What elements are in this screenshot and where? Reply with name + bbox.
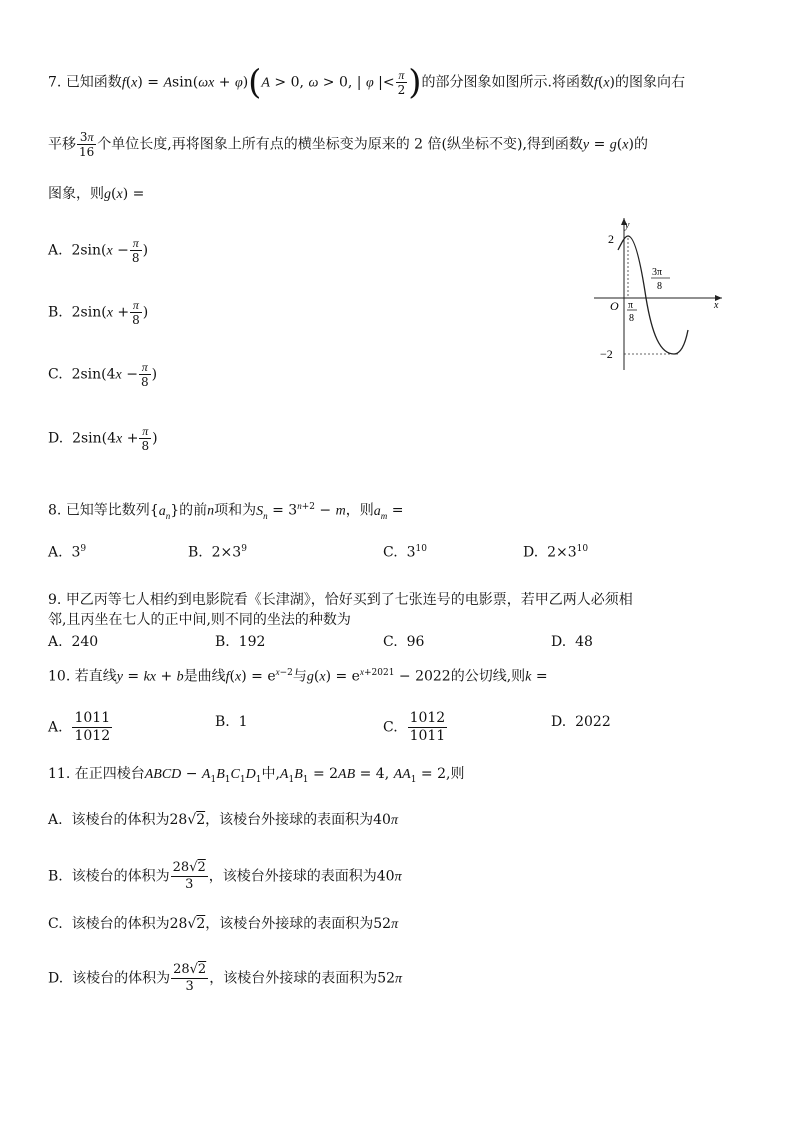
- x-tick-pi8-num: π: [628, 300, 634, 311]
- q7-text-d: 平移: [48, 136, 76, 153]
- q10-option-d[interactable]: [551, 710, 611, 734]
- q7-number: 7.: [48, 74, 62, 91]
- sine-curve: [618, 236, 688, 354]
- y-max-label: 2: [608, 232, 614, 246]
- option-label: B.: [215, 714, 230, 730]
- q8-text-c: 项和为: [214, 502, 257, 519]
- option-value: 2022: [575, 714, 611, 730]
- q7-text-b: 的部分图象如图所示.将函数: [421, 74, 594, 91]
- x-axis-label: x: [714, 300, 719, 311]
- option-label: C.: [383, 544, 398, 561]
- option-label: C.: [48, 916, 63, 932]
- vol-prefix: 该棱台的体积为: [71, 868, 170, 885]
- q10-text-b: 是曲线: [183, 668, 226, 685]
- q7-line3: 图象，则g(x) =: [48, 186, 145, 202]
- y-axis-label: y: [625, 220, 630, 231]
- q7-option-a[interactable]: A. 2sin(x − $\frac{\pi}{8}$ ): [48, 236, 149, 265]
- q7-option-b[interactable]: B. 2sin(x + $\frac{\pi}{8}$ ): [48, 298, 149, 327]
- option-label: B.: [48, 304, 63, 321]
- q10-options: [48, 710, 754, 750]
- q9-line1: [48, 590, 633, 610]
- q8-option-d[interactable]: D. $2\times 3^{10}$: [523, 544, 589, 561]
- x-tick-3pi8-den: 8: [657, 281, 662, 292]
- q7-text-g: 图象，则: [48, 186, 104, 202]
- q7-line2: 平移 $\frac{3\pi}{16}$ 个单位长度,再将图象上所有点的横坐标变为原来的 2 倍(纵坐标不变),得到函数y = g(x)的: [48, 130, 648, 159]
- vol-prefix: 该棱台的体积为: [71, 916, 170, 932]
- q9-number: 9.: [48, 592, 62, 608]
- option-label: D.: [551, 634, 567, 650]
- q9-text-1: 甲乙丙等七人相约到电影院看《长津湖》，恰好买到了七张连号的电影票，若甲乙两人必须相: [65, 592, 633, 608]
- option-label: B.: [215, 634, 230, 650]
- q9-option-b[interactable]: [215, 630, 265, 654]
- option-value: 240: [71, 634, 99, 650]
- q8-number: 8.: [48, 502, 62, 519]
- q10-option-a[interactable]: A. $\frac{1011}{1012}$: [48, 710, 111, 744]
- q7-line1: 7. 已知函数f(x) = Asin(ωx + φ)(A > 0, ω > 0, | φ |< $\frac{\pi}{2}$ )的部分图象如图所示.将函数f(x)的图象向右: [48, 62, 685, 103]
- option-label: D.: [48, 970, 64, 987]
- option-label: B.: [48, 868, 63, 885]
- q10-option-b[interactable]: [215, 710, 248, 734]
- vol-prefix: 该棱台的体积为: [71, 812, 170, 828]
- sphere-prefix: ，该棱台外接球的表面积为: [208, 868, 377, 885]
- q11-option-a[interactable]: A. 该棱台的体积为28√2，该棱台外接球的表面积为40π: [48, 812, 398, 828]
- sphere-prefix: ，该棱台外接球的表面积为: [205, 812, 374, 828]
- option-label: C.: [48, 366, 63, 383]
- q7-text-c: 的图象向右: [615, 74, 685, 91]
- option-label: C.: [383, 634, 398, 650]
- q9-line2: 邻,且丙坐在七人的正中间,则不同的坐法的种数为: [48, 612, 351, 628]
- q10-option-c[interactable]: C. $\frac{1012}{1011}$: [383, 710, 446, 744]
- q10-number: 10.: [48, 668, 71, 685]
- option-label: D.: [551, 714, 567, 730]
- q11-stem: 11. 在正四棱台ABCD − $A_1B_1C_1D_1$中$,A_1B_1 = 2AB = 4$, $AA_1 = 2$,则: [48, 766, 465, 785]
- option-value: 48: [575, 634, 593, 650]
- q11-option-d[interactable]: D. 该棱台的体积为 $\frac{28√2}{3}$ ，该棱台外接球的表面积为52π: [48, 962, 403, 994]
- option-label: A.: [48, 242, 63, 259]
- sphere-prefix: ，该棱台外接球的表面积为: [205, 916, 374, 932]
- q9-options: [48, 630, 754, 654]
- option-value: 1: [238, 714, 248, 730]
- q8-option-b[interactable]: B. $2\times 3^9$: [188, 544, 247, 561]
- sphere-prefix: ，该棱台外接球的表面积为: [209, 970, 378, 987]
- q7-text-f: 的: [633, 136, 648, 153]
- q11-option-c[interactable]: C. 该棱台的体积为28√2，该棱台外接球的表面积为52π: [48, 916, 399, 932]
- q10-text-d: 的公切线,则: [450, 668, 526, 685]
- q9-option-a[interactable]: [48, 630, 98, 654]
- q8-text-d: ，则: [345, 502, 374, 519]
- option-label: B.: [188, 544, 203, 561]
- q7-option-d[interactable]: D. 2sin(4x + $\frac{\pi}{8}$ ): [48, 424, 158, 453]
- q11-option-b[interactable]: B. 该棱台的体积为 $\frac{28√2}{3}$ ，该棱台外接球的表面积为40π: [48, 860, 402, 892]
- q8-option-c[interactable]: C. $3^{10}$: [383, 544, 427, 561]
- q10-text-a: 若直线: [74, 668, 117, 685]
- q10-text-c: 与: [292, 668, 307, 685]
- q10-stem: 10. 若直线y = kx + b是曲线$f(x) = e^{x-2}$与$g(x) = e^{x+2021} - 2022$的公切线,则k =: [48, 667, 548, 685]
- q7-sine-graph: [594, 214, 734, 374]
- q11-text-c: ,则: [446, 766, 465, 782]
- x-tick-3pi8-num: 3π: [652, 267, 663, 278]
- x-tick-pi8-den: 8: [629, 313, 634, 324]
- q8-stem: 8. 已知等比数列$\{a_n\}$的前n项和为$S_n = 3^{n+2} - m$，则$a_m$ =: [48, 501, 404, 521]
- q11-text-a: 在正四棱台: [74, 766, 145, 782]
- q8-options: [48, 537, 754, 561]
- q11-text-b: 中,: [261, 766, 280, 782]
- y-min-label: −2: [600, 347, 613, 361]
- q9-option-c[interactable]: [383, 630, 424, 654]
- option-label: A.: [48, 634, 63, 650]
- option-label: D.: [48, 430, 64, 447]
- vol-prefix: 该棱台的体积为: [72, 970, 171, 987]
- q7-option-c[interactable]: C. 2sin(4x − $\frac{\pi}{8}$ ): [48, 360, 158, 389]
- q9-option-d[interactable]: [551, 630, 593, 654]
- q7-text-e: 个单位长度,再将图象上所有点的横坐标变为原来的 2 倍(纵坐标不变),得到函数: [97, 136, 583, 153]
- q8-text-b: 的前: [179, 502, 208, 519]
- option-label: A.: [48, 812, 63, 828]
- option-value: 192: [238, 634, 266, 650]
- option-label: D.: [523, 544, 539, 561]
- option-label: A.: [48, 544, 63, 561]
- q11-number: 11.: [48, 766, 71, 782]
- origin-label: O: [610, 299, 619, 313]
- q8-option-a[interactable]: A. $3^9$: [48, 544, 87, 561]
- q8-text-a: 已知等比数列: [65, 502, 150, 519]
- option-value: 96: [406, 634, 425, 650]
- q7-text-a: 已知函数: [65, 74, 122, 91]
